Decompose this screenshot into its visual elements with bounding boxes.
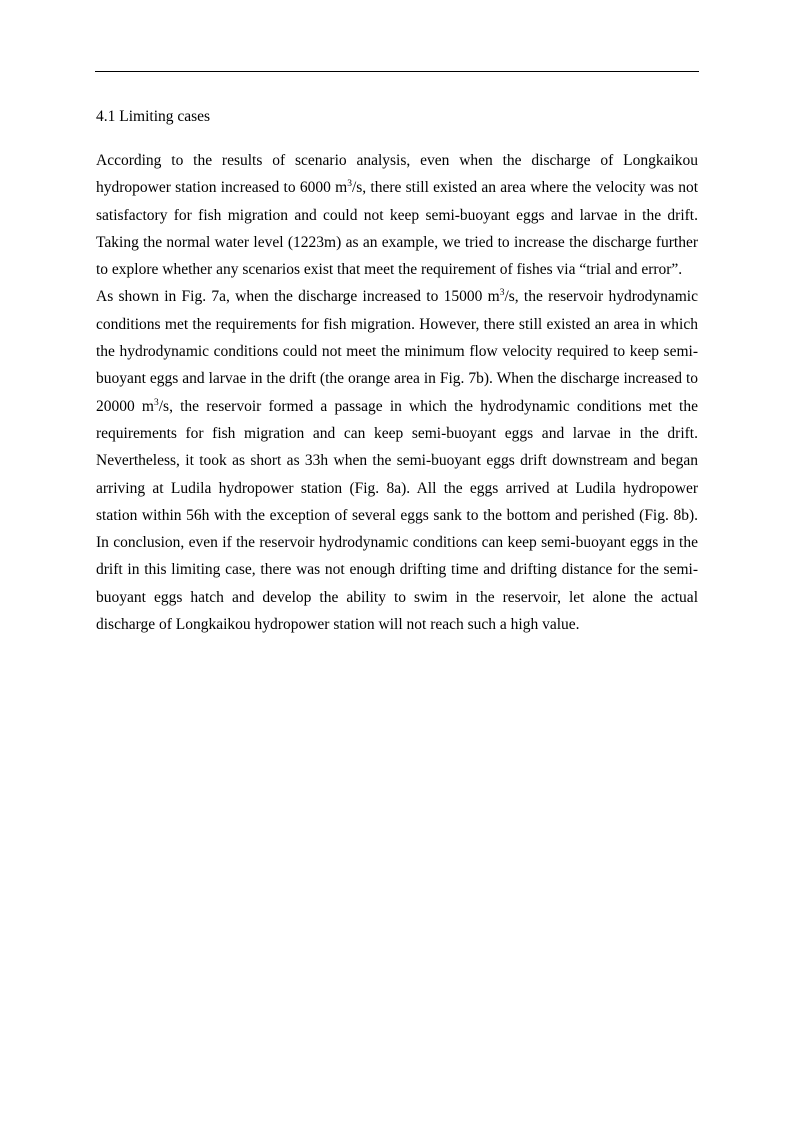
superscript: 3: [499, 288, 505, 299]
header-rule: [95, 71, 699, 72]
paragraph-2: [96, 283, 698, 638]
paragraph-text: /s, the reservoir formed a passage in which the hydrodynamic conditions met the requirements for fish migration and can keep semi-buoyant eggs and larvae in the drift. Nevertheless, it took as short as 33h when the semi-buoyant eggs drift downstream and began arriving at Ludila hydropower station (Fig. 8a). All the eggs arrived at Ludila hydropower station within 56h with the exception of several eggs sank to the bottom and perished (Fig. 8b). In conclusion, even if the reservoir hydrodynamic conditions can keep semi-buoyant eggs in the drift in this limiting case, there was not enough drifting time and drifting distance for the semi-buoyant eggs hatch and develop the ability to swim in the reservoir, let alone the actual discharge of Longkaikou hydropower station will not reach such a high value.: [96, 397, 698, 634]
paragraph-text: /s, the reservoir hydrodynamic conditions met the requirements for fish migration. However, there still existed an area in which the hydrodynamic conditions could not meet the minimum flow velocity required to keep semi-buoyant eggs and larvae in the drift (the orange area in Fig. 7b). When the discharge increased to 20000 m: [96, 288, 698, 415]
paragraph-text: /s, there still existed an area where the velocity was not satisfactory for fish migration and could not keep semi-buoyant eggs and larvae in the drift. Taking the normal water level (1223m) as an example, we tried to increase the discharge further to explore whether any scenarios exist that meet the requirement of fishes via “trial and error”.: [96, 179, 698, 279]
page-body: [96, 106, 698, 638]
paragraph-text: According to the results of scenario analysis, even when the discharge of Longkaikou hydropower station increased to 6000 m: [96, 152, 698, 197]
paragraph-1: [96, 147, 698, 283]
section-heading: 4.1 Limiting cases: [96, 108, 211, 125]
superscript: 3: [153, 397, 159, 408]
superscript: 3: [347, 179, 352, 190]
paragraph-text: As shown in Fig. 7a, when the discharge increased to 15000 m: [96, 288, 500, 306]
